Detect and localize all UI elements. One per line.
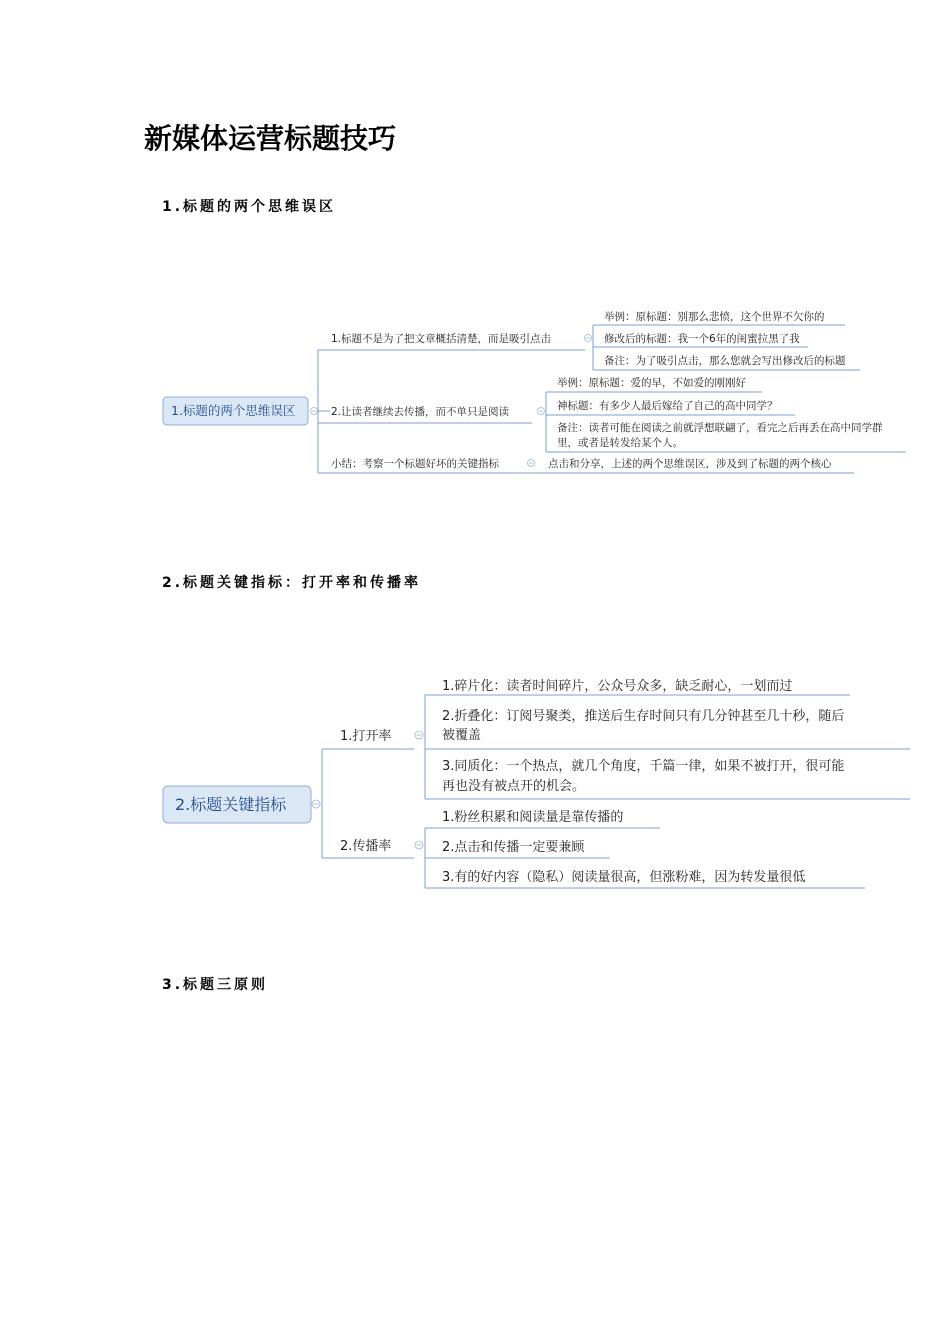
- leaf-label: 举例：原标题：爱的早，不如爱的刚刚好: [557, 377, 746, 389]
- collapse-icon[interactable]: [415, 731, 423, 739]
- section-heading-2: 2.标题关键指标：打开率和传播率: [162, 575, 422, 591]
- mindmap-root-label: 2.标题关键指标: [175, 795, 287, 814]
- leaf-label: 修改后的标题：我一个6年的闺蜜拉黑了我: [604, 333, 800, 345]
- branch-label: 2.让读者继续去传播，而不单只是阅读: [331, 406, 510, 418]
- leaf-label: 备注：读者可能在阅读之前就浮想联翩了，看完之后再丢在高中同学群: [557, 422, 883, 434]
- mindmap-root-label: 1.标题的两个思维误区: [171, 403, 296, 418]
- section-heading-1: 1.标题的两个思维误区: [162, 199, 337, 215]
- branch-label: 2.传播率: [340, 839, 392, 854]
- leaf-label: 举例：原标题：别那么悲愤，这个世界不欠你的: [604, 311, 825, 323]
- section-heading-3: 3.标题三原则: [162, 977, 269, 993]
- branch-label: 1.打开率: [340, 729, 392, 744]
- leaf-label: 里，或者是转发给某个人。: [557, 437, 683, 449]
- leaf-label: 被覆盖: [442, 728, 482, 743]
- branch-label: 1.标题不是为了把文章概括清楚，而是吸引点击: [331, 333, 552, 345]
- leaf-label: 3.有的好内容（隐私）阅读量很高，但涨粉难，因为转发量很低: [442, 870, 806, 885]
- leaf-label: 再也没有被点开的机会。: [442, 779, 586, 794]
- collapse-icon[interactable]: [312, 800, 320, 808]
- leaf-label: 备注：为了吸引点击，那么您就会写出修改后的标题: [604, 355, 846, 367]
- leaf-label: 2.折叠化：订阅号聚类，推送后生存时间只有几分钟甚至几十秒，随后: [442, 709, 845, 724]
- leaf-label: 1.粉丝积累和阅读量是靠传播的: [442, 810, 624, 825]
- collapse-icon[interactable]: [415, 841, 423, 849]
- leaf-label: 3.同质化：一个热点，就几个角度，千篇一律，如果不被打开，很可能: [442, 759, 845, 774]
- leaf-label: 2.点击和传播一定要兼顾: [442, 840, 585, 855]
- page-title: 新媒体运营标题技巧: [144, 122, 397, 155]
- leaf-label: 1.碎片化：读者时间碎片，公众号众多，缺乏耐心，一划而过: [442, 679, 793, 694]
- branch-label: 小结：考察一个标题好坏的关键指标: [331, 458, 499, 470]
- leaf-label: 点击和分享，上述的两个思维误区，涉及到了标题的两个核心: [548, 458, 832, 470]
- leaf-label: 神标题：有多少人最后嫁给了自己的高中同学？: [557, 400, 778, 412]
